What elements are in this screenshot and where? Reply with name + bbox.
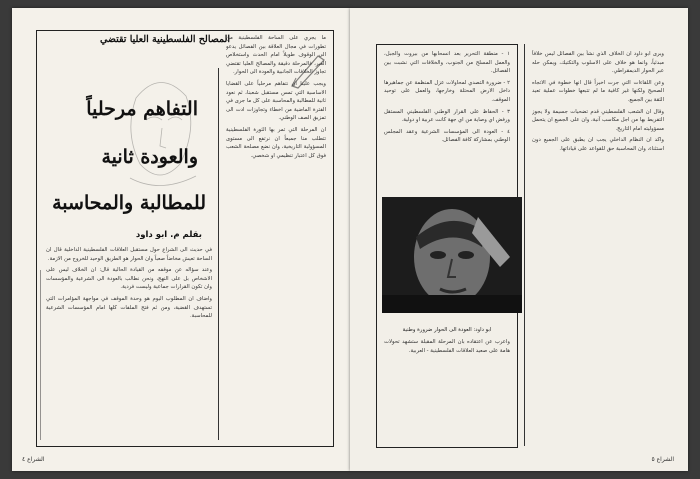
- paragraph: ان المرحلة التي تمر بها الثورة الفلسطينية تتطلب منا جميعاً ان نرتفع الى مستوى المسؤولية التاريخية، وان نضع مصلحة الشعب فوق كل اعتبار تنظيمي او شخصي.: [226, 126, 326, 159]
- left-page: [12, 8, 350, 471]
- headline-line-3: للمطالبة والمحاسبة: [52, 192, 206, 214]
- column-rule: [218, 68, 219, 440]
- paragraph: ٣ - الحفاظ على القرار الوطني الفلسطيني المستقل ورفض اي وصاية من اي جهة كانت عربية او دولية.: [384, 108, 510, 124]
- page-number: الشراع ٥: [651, 456, 674, 463]
- portrait-sketch-illustration: [116, 68, 204, 198]
- paragraph: واعرب عن اعتقاده بان المرحلة المقبلة ستشهد تحولات هامة على صعيد العلاقات الفلسطينية - العربية.: [384, 339, 510, 354]
- photo-caption: ابو داود: العودة الى الحوار ضرورة وطنية: [402, 327, 492, 333]
- portrait-photo-image: [382, 197, 522, 313]
- paragraph: ويجب علينا ان نتفاهم مرحلياً على القضايا الاساسية التي تمس مستقبل شعبنا، ثم نعود ثانية للمطالبة والمحاسبة على كل ما جرى في الفترة الماضية من اخطاء وتجاوزات ادت الى تمزيق الصف الوطني.: [226, 80, 326, 122]
- headline-line-1: التفاهم مرحلياً: [86, 98, 198, 120]
- paragraph: ١ - منطقة التحرير بعد انسحابها من بيروت والجبل، والعمل المسلح من الجنوب، والخلافات التي نشبت بين الفصائل.: [384, 51, 510, 75]
- paragraph: واكد ان النظام الداخلي يجب ان يطبق على الجميع دون استثناء، وان المحاسبة حق للقواعد على قياداتها.: [532, 137, 664, 152]
- article-column-left: [46, 246, 212, 436]
- paragraph: وعن اللقاءات التي جرت اخيراً قال انها خطوة في الاتجاه الصحيح ولكنها غير كافية ما لم تتبعها خطوات عملية تعيد الثقة بين الجميع.: [532, 79, 664, 103]
- article-column-right: [226, 34, 326, 436]
- byline: بقلم م. ابو داود: [135, 230, 202, 240]
- portrait-photo: [382, 197, 522, 313]
- article-column-left: [384, 50, 510, 196]
- paragraph: في حديث الى الشراع حول مستقبل العلاقات الفلسطينية الداخلية قال ان الساحة تعيش مخاضاً صعباً وان الحوار هو الطريق الوحيد للخروج من الازمة.: [46, 247, 212, 262]
- paragraph: ٢ - ضرورة التصدي لمحاولات عزل المنظمة عن جماهيرها داخل الارض المحتلة وخارجها، والعمل على توحيد الموقف.: [384, 79, 510, 103]
- paragraph: ما يجري على الساحة الفلسطينية من تطورات في مجال العلاقة بين الفصائل يدعو الى الوقوف طويلاً امام الحدث واستخلاص العبر، فالمرحلة دقيقة والمصالح العليا تقتضي تجاوز الخلافات الجانبية والعودة الى الحوار.: [226, 35, 326, 76]
- paragraph: ٤ - العودة الى المؤسسات الشرعية وعقد المجلس الوطني بمشاركة كافة الفصائل.: [384, 128, 510, 144]
- paragraph: ويرى ابو داود ان الخلاف الذي نشأ بين الفصائل ليس خلافاً مبدئياً، وانما هو خلاف على الاسلوب والتكتيك، ويمكن حله عبر الحوار الديمقراطي.: [532, 51, 664, 75]
- article-column-right: [532, 50, 664, 442]
- page-number: الشراع ٤: [22, 456, 45, 463]
- article-column-left-lower: [384, 338, 510, 442]
- paragraph: واضاف ان المطلوب اليوم هو وحدة الموقف في مواجهة المؤامرات التي تستهدف القضية، ومن ثم فتح الملفات كلها امام المؤسسات الشرعية للمحاسبة.: [46, 295, 212, 320]
- kicker: المصالح الفلسطينية العليا تقتضي: [99, 34, 230, 45]
- headline-line-2: والعودة ثانية: [101, 146, 198, 168]
- column-rule: [40, 270, 41, 440]
- paragraph: وعند سؤاله عن موقفه من القيادة الحالية قال: ان الخلاف ليس على الاشخاص بل على النهج، ونحن نطالب بالعودة الى الشرعية والمؤسسات وان تكون القرارات جماعية وليست فردية.: [46, 267, 212, 291]
- paragraph: وقال ان الشعب الفلسطيني قدم تضحيات جسيمة ولا يجوز التفريط بها من اجل مكاسب آنية، وان على الجميع ان يتحمل مسؤوليته امام التاريخ.: [532, 108, 664, 132]
- column-rule: [524, 44, 525, 446]
